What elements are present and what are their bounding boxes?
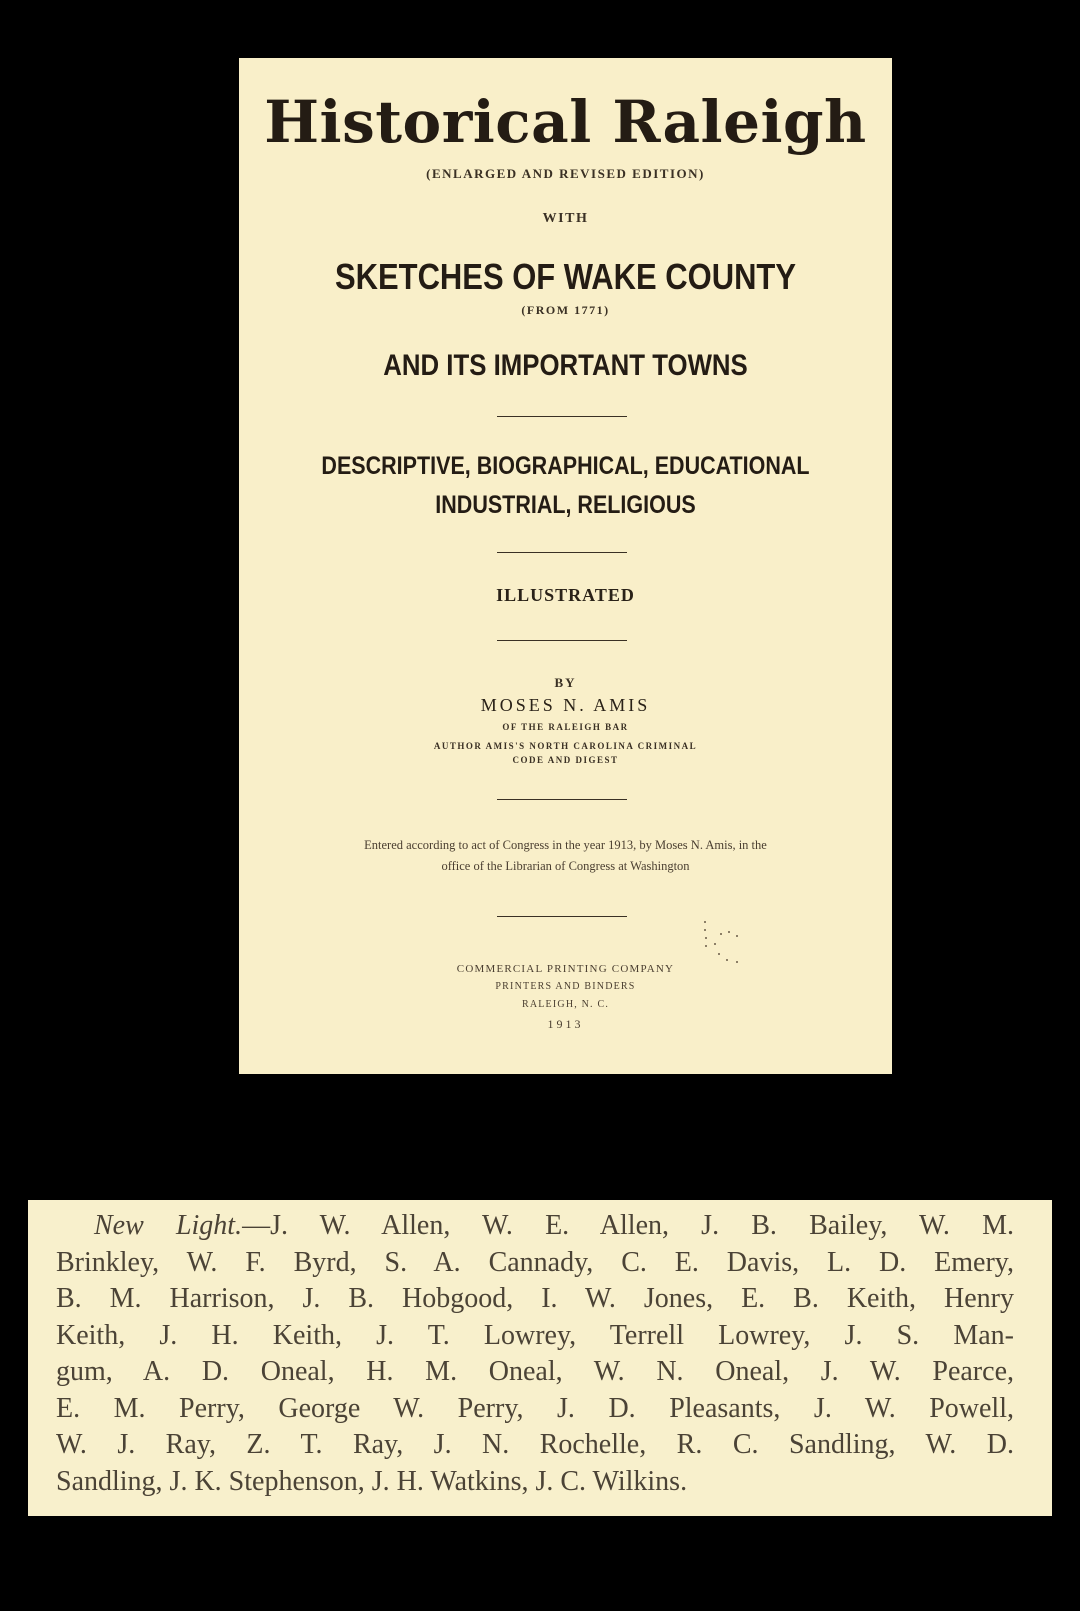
descriptors-line-1: DESCRIPTIVE, BIOGRAPHICAL, EDUCATIONAL — [321, 452, 810, 480]
excerpt-line: gum, A. D. Oneal, H. M. Oneal, W. N. Oneal, J. W. Pearce, — [56, 1356, 1014, 1387]
church-members-excerpt — [28, 1200, 1052, 1516]
divider-rule — [497, 552, 627, 553]
excerpt-line: E. M. Perry, George W. Perry, J. D. Pleasants, J. W. Powell, — [56, 1392, 1014, 1424]
towns-heading: AND ITS IMPORTANT TOWNS — [383, 349, 748, 382]
book-title: Historical Raleigh — [264, 88, 867, 156]
author-credit-line-1: AUTHOR AMIS'S NORTH CAROLINA CRIMINAL — [433, 741, 698, 751]
divider-rule — [497, 416, 627, 417]
author-name: MOSES N. AMIS — [480, 695, 651, 715]
from-date-note: (FROM 1771) — [521, 303, 610, 317]
publisher-name: COMMERCIAL PRINTING COMPANY — [456, 963, 675, 975]
divider-rule — [497, 799, 627, 800]
edition-note: (ENLARGED AND REVISED EDITION) — [426, 166, 705, 181]
excerpt-line: Keith, J. H. Keith, J. T. Lowrey, Terrell Lowrey, J. S. Man- — [56, 1319, 1014, 1351]
excerpt-line: Brinkley, W. F. Byrd, S. A. Cannady, C. E. Davis, L. D. Emery, — [56, 1246, 1014, 1278]
copyright-line-2: office of the Librarian of Congress at Washington — [441, 859, 690, 873]
excerpt-line: W. J. Ray, Z. T. Ray, J. N. Rochelle, R. C. Sandling, W. D. — [56, 1429, 1014, 1460]
copyright-notice — [239, 835, 892, 877]
author-affiliation: OF THE RALEIGH BAR — [502, 722, 629, 732]
publisher-role: PRINTERS AND BINDERS — [495, 981, 636, 992]
subtitle: SKETCHES OF WAKE COUNTY — [335, 256, 796, 297]
copyright-line-1: Entered according to act of Congress in the year 1913, by Moses N. Amis, in the — [364, 838, 767, 852]
by-label: BY — [554, 675, 577, 690]
excerpt-line: B. M. Harrison, J. B. Hobgood, I. W. Jones, E. B. Keith, Henry — [56, 1283, 1014, 1314]
publisher-place: RALEIGH, N. C. — [521, 999, 610, 1010]
author-credit-line-2: CODE AND DIGEST — [512, 755, 619, 765]
title-page-scan — [239, 58, 892, 1074]
publication-year: 1913 — [547, 1017, 584, 1031]
divider-rule — [497, 916, 627, 917]
divider-rule — [497, 640, 627, 641]
excerpt-line — [56, 1208, 1014, 1245]
excerpt-line: Sandling, J. K. Stephenson, J. H. Watkins, J. C. Wilkins. — [56, 1465, 688, 1497]
illustrated-label: ILLUSTRATED — [496, 585, 635, 605]
with-label: WITH — [542, 211, 589, 226]
excerpt-line-text: —J. W. Allen, W. E. Allen, J. B. Bailey, W. M. — [242, 1210, 1014, 1241]
excerpt-lead: New Light. — [94, 1210, 243, 1241]
descriptors-line-2: INDUSTRIAL, RELIGIOUS — [435, 491, 696, 519]
